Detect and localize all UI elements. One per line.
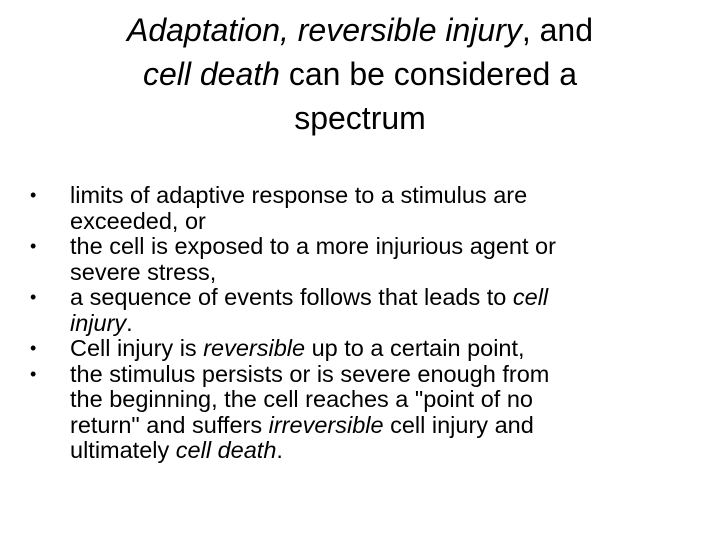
bullet-icon: • [30, 185, 37, 205]
bullet-text-line [70, 285, 712, 311]
bullet-italic-text: injury [70, 309, 127, 336]
bullet-text-line [70, 413, 712, 439]
bullet-text-line [70, 311, 712, 337]
bullet-text: . [126, 309, 133, 336]
bullet-text: . [276, 437, 283, 463]
bullet-item [22, 285, 712, 336]
bullet-italic-text: cell [512, 284, 549, 310]
title-line-3: spectrum [294, 100, 426, 136]
title-italic-text: Adaptation, reversible injury [126, 12, 522, 48]
bullet-text: the stimulus persists or is severe enough from [70, 360, 550, 387]
bullet-italic-text: irreversible [268, 411, 384, 438]
bullet-text: the cell is exposed to a more injurious agent or [70, 233, 556, 259]
bullet-item [22, 234, 712, 285]
bullet-italic-text: reversible [203, 335, 306, 361]
bullet-text-line [70, 336, 712, 362]
bullet-icon: • [30, 236, 37, 256]
bullet-text: limits of adaptive response to a stimulus are [70, 182, 528, 208]
slide-title [40, 8, 680, 140]
bullet-icon: • [30, 363, 37, 384]
bullet-item [22, 362, 712, 464]
bullet-text: up to a certain point, [305, 335, 525, 361]
bullet-item [22, 336, 712, 362]
bullet-text: the beginning, the cell reaches a "point of no [70, 386, 534, 412]
bullet-text: a sequence of events follows that leads to [70, 284, 513, 310]
bullet-list [22, 183, 712, 464]
bullet-text: exceeded, or [70, 207, 206, 234]
title-line-2 [40, 52, 680, 96]
title-italic-text: cell death [142, 56, 280, 92]
bullet-text: Cell injury is [70, 335, 204, 361]
title-text: can be considered a [279, 56, 578, 92]
bullet-icon: • [30, 338, 37, 358]
bullet-text: severe stress, [70, 258, 217, 285]
title-text: , and [521, 12, 594, 48]
bullet-text: ultimately [70, 437, 176, 463]
title-line-1 [40, 8, 680, 52]
bullet-text-line [70, 438, 712, 464]
bullet-text: return" and suffers [70, 411, 269, 438]
bullet-icon: • [30, 287, 37, 307]
bullet-text: cell injury and [383, 411, 534, 438]
bullet-italic-text: cell death [175, 437, 277, 463]
bullet-item [22, 183, 712, 234]
